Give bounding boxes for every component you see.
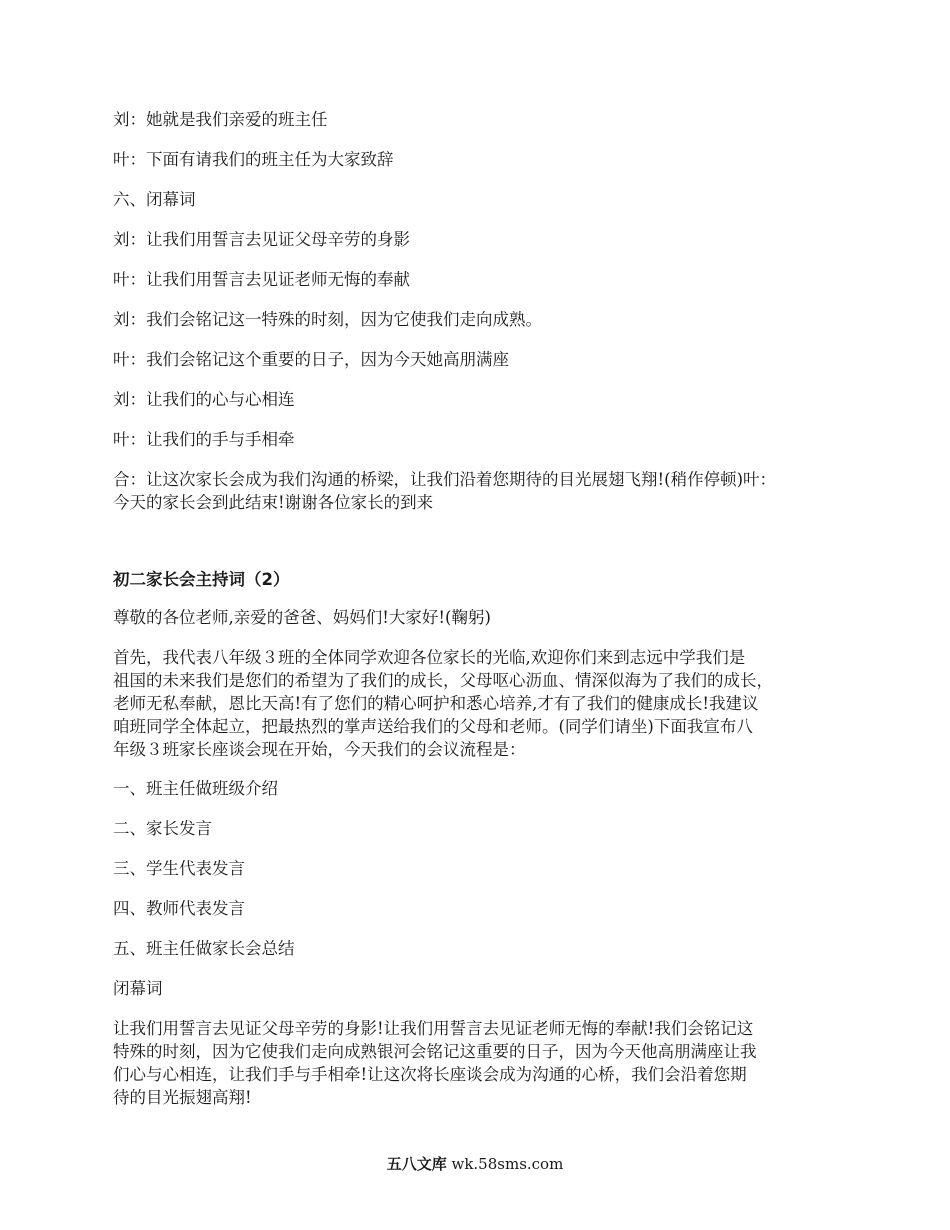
paragraph-line: 让我们用誓言去见证父母辛劳的身影!让我们用誓言去见证老师无悔的奉献!我们会铭记这 [113,1019,754,1038]
paragraph-line: 合：让这次家长会成为我们沟通的桥梁，让我们沿着您期待的目光展翅飞翔!(稍作停顿)叶： [113,470,777,489]
dialogue-line: 刘：让我们的心与心相连 [113,390,295,409]
closing-title: 闭幕词 [113,979,163,998]
footer-brand: 五八文库 [386,1155,447,1173]
dialogue-line: 叶：下面有请我们的班主任为大家致辞 [113,150,394,169]
final-paragraph [113,1017,853,1109]
paragraph-line: 祖国的未来我们是您们的希望为了我们的成长，父母呕心沥血、情深似海为了我们的成长， [113,671,773,690]
dialogue-line: 刘：她就是我们亲爱的班主任 [113,110,328,129]
dialogue-line: 叶：我们会铭记这个重要的日子，因为今天她高朋满座 [113,350,509,369]
paragraph-line: 首先，我代表八年级３班的全体同学欢迎各位家长的光临,欢迎你们来到志远中学我们是 [113,648,746,667]
page-footer [0,1154,950,1174]
paragraph-line: 老师无私奉献，恩比天高!有了您们的精心呵护和悉心培养,才有了我们的健康成长!我建议 [113,694,759,713]
intro-paragraph [113,646,853,761]
dialogue-line: 刘：我们会铭记这一特殊的时刻，因为它使我们走向成熟。 [113,310,542,329]
agenda-item: 四、教师代表发言 [113,899,245,918]
section-gap [113,530,853,568]
paragraph-line: 特殊的时刻，因为它使我们走向成熟银河会铭记这重要的日子，因为今天他高朋满座让我 [113,1042,757,1061]
section-label: 六、闭幕词 [113,190,196,209]
paragraph-line: 待的目光振翅高翔! [113,1088,252,1107]
dialogue-line: 刘：让我们用誓言去见证父母辛劳的身影 [113,230,410,249]
agenda-item: 三、学生代表发言 [113,859,245,878]
dialogue-line: 叶：让我们的手与手相牵 [113,430,295,449]
document-body [113,108,853,1125]
footer-site[interactable]: wk.58sms.com [451,1155,564,1173]
closing-dialogue-paragraph [113,468,853,514]
paragraph-line: 今天的家长会到此结束!谢谢各位家长的到来 [113,493,434,512]
paragraph-line: 咱班同学全体起立，把最热烈的掌声送给我们的父母和老师。(同学们请坐)下面我宣布八 [113,717,753,736]
greeting: 尊敬的各位老师,亲爱的爸爸、妈妈们!大家好!(鞠躬) [113,608,491,627]
agenda-item: 一、班主任做班级介绍 [113,779,278,798]
dialogue-line: 叶：让我们用誓言去见证老师无悔的奉献 [113,270,410,289]
agenda-item: 五、班主任做家长会总结 [113,939,295,958]
paragraph-line: 们心与心相连，让我们手与手相牵!让这次将长座谈会成为沟通的心桥，我们会沿着您期 [113,1065,747,1084]
agenda-item: 二、家长发言 [113,819,212,838]
section-title: 初二家长会主持词（2） [113,570,290,589]
paragraph-line: 年级３班家长座谈会现在开始，今天我们的会议流程是： [113,740,526,759]
